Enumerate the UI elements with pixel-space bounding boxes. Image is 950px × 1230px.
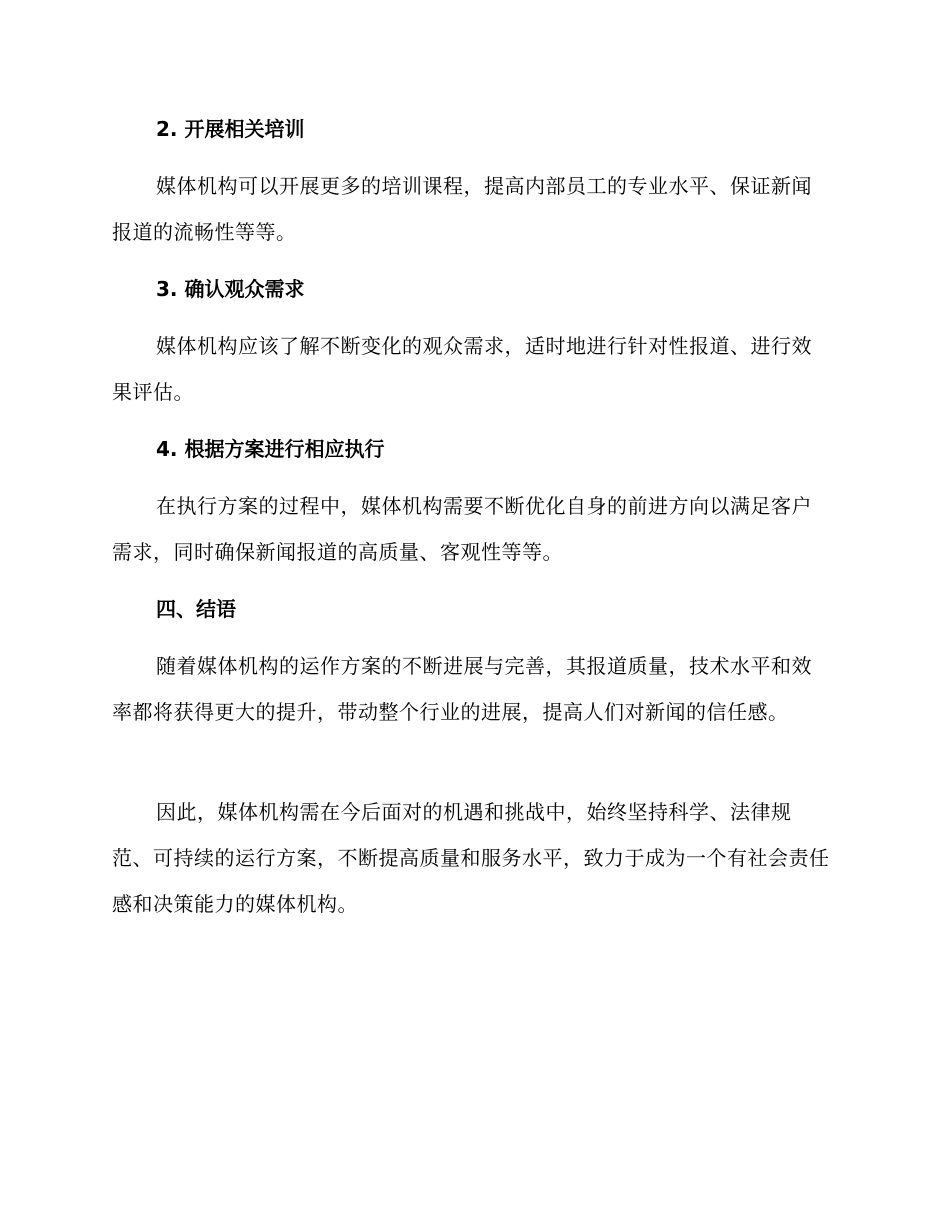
section-heading-audience-needs: 3. 确认观众需求 bbox=[156, 277, 305, 301]
paragraph-training: 媒体机构可以开展更多的培训课程，提高内部员工的专业水平、保证新闻报道的流畅性等等。 bbox=[112, 174, 812, 244]
paragraph-audience-needs: 媒体机构应该了解不断变化的观众需求，适时地进行针对性报道、进行效果评估。 bbox=[112, 334, 812, 404]
paragraph-conclusion-1: 随着媒体机构的运作方案的不断进展与完善，其报道质量，技术水平和效率都将获得更大的提升，带动整个行业的进展，提高人们对新闻的信任感。 bbox=[112, 654, 812, 724]
section-heading-execution: 4. 根据方案进行相应执行 bbox=[156, 437, 385, 461]
paragraph-execution: 在执行方案的过程中，媒体机构需要不断优化自身的前进方向以满足客户需求，同时确保新闻报道的高质量、客观性等等。 bbox=[112, 494, 812, 564]
section-heading-training: 2. 开展相关培训 bbox=[156, 117, 305, 141]
paragraph-conclusion-2: 因此，媒体机构需在今后面对的机遇和挑战中，始终坚持科学、法律规范、可持续的运行方案，不断提高质量和服务水平，致力于成为一个有社会责任感和决策能力的媒体机构。 bbox=[112, 800, 830, 916]
section-heading-conclusion: 四、结语 bbox=[156, 597, 236, 621]
